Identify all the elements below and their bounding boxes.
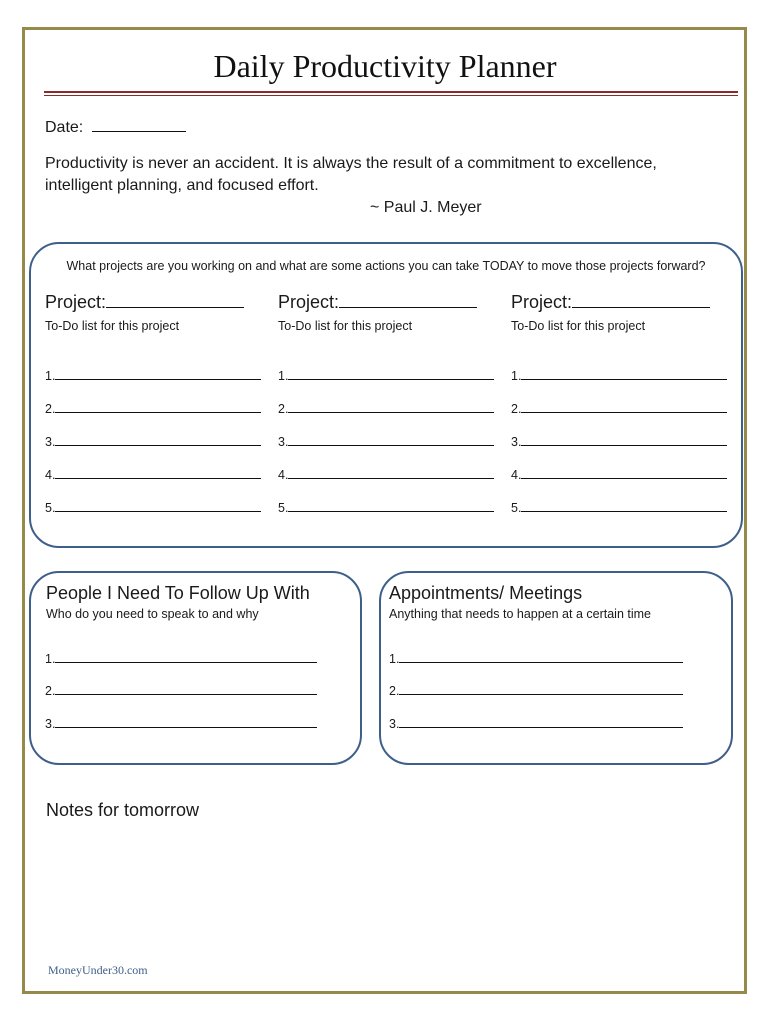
project-subheading: To-Do list for this project [45,319,180,333]
footer-brand: MoneyUnder30.com [48,963,148,977]
todo-number: 1. [278,369,289,383]
project-heading [45,291,271,313]
todo-item [511,466,737,499]
todo-line[interactable] [288,466,494,479]
todo-item [45,466,271,499]
todo-number: 4. [278,468,289,482]
follow-up-item [45,715,317,731]
todo-item [278,400,504,433]
todo-number: 2. [278,402,289,416]
todo-item [511,499,737,532]
project-heading-label: Project: [278,292,340,312]
todo-number: 3. [45,435,56,449]
todo-number: 2. [511,402,522,416]
project-column-1 [45,291,271,532]
appointment-line[interactable] [399,682,683,695]
appointment-number: 2. [389,684,400,698]
appointment-number: 3. [389,717,400,731]
project-column-2 [278,291,504,532]
todo-item [278,499,504,532]
date-field [45,117,186,137]
todo-line[interactable] [521,499,727,512]
date-label: Date: [45,119,84,136]
follow-up-line[interactable] [55,682,317,695]
todo-line[interactable] [521,433,727,446]
todo-item [278,433,504,466]
todo-line[interactable] [521,466,727,479]
notes-heading: Notes for tomorrow [46,800,200,820]
todo-line[interactable] [288,367,494,380]
follow-up-number: 1. [45,652,56,666]
todo-line[interactable] [288,400,494,413]
appointment-line[interactable] [399,650,683,663]
todo-number: 3. [511,435,522,449]
appointment-number: 1. [389,652,400,666]
appointments-subheading: Anything that needs to happen at a certain time [389,607,651,621]
follow-up-item [45,650,317,666]
todo-number: 5. [511,501,522,515]
todo-list [278,367,504,532]
todo-item [45,499,271,532]
todo-line[interactable] [55,499,261,512]
todo-number: 2. [45,402,56,416]
appointments-heading: Appointments/ Meetings [389,583,583,603]
todo-item [278,466,504,499]
date-blank-line[interactable] [92,117,186,132]
quote-author: ~ Paul J. Meyer [370,199,482,216]
todo-item [45,433,271,466]
todo-line[interactable] [288,499,494,512]
todo-item [511,367,737,400]
appointment-line[interactable] [399,715,683,728]
todo-number: 1. [511,369,522,383]
todo-number: 1. [45,369,56,383]
title-rule [44,91,738,93]
follow-up-heading: People I Need To Follow Up With [46,583,310,603]
todo-line[interactable] [55,400,261,413]
todo-line[interactable] [55,466,261,479]
project-heading [511,291,737,313]
project-subheading: To-Do list for this project [511,319,646,333]
title-rule-thin [44,95,738,96]
todo-item [45,400,271,433]
todo-number: 4. [511,468,522,482]
quote-text: Productivity is never an accident. It is always the result of a commitment to excellence, intelligent planning, and focused effort. [45,155,657,194]
todo-item [45,367,271,400]
projects-prompt: What projects are you working on and what are some actions you can take TODAY to move those projects forward? [66,259,706,273]
todo-line[interactable] [55,433,261,446]
follow-up-line[interactable] [55,715,317,728]
follow-up-number: 3. [45,717,56,731]
follow-up-item [45,682,317,698]
appointment-item [389,650,683,666]
project-heading-label: Project: [511,292,573,312]
follow-up-line[interactable] [55,650,317,663]
follow-up-number: 2. [45,684,56,698]
todo-number: 5. [278,501,289,515]
todo-item [511,433,737,466]
todo-line[interactable] [521,400,727,413]
project-name-line[interactable] [106,291,244,308]
todo-number: 4. [45,468,56,482]
page-title: Daily Productivity Planner [213,48,557,84]
todo-list [45,367,271,532]
project-name-line[interactable] [339,291,477,308]
project-heading-label: Project: [45,292,107,312]
todo-line[interactable] [288,433,494,446]
project-heading [278,291,504,313]
todo-list [511,367,737,532]
appointment-item [389,682,683,698]
todo-number: 5. [45,501,56,515]
project-subheading: To-Do list for this project [278,319,413,333]
todo-item [278,367,504,400]
project-name-line[interactable] [572,291,710,308]
todo-item [511,400,737,433]
todo-line[interactable] [55,367,261,380]
appointment-item [389,715,683,731]
follow-up-subheading: Who do you need to speak to and why [46,607,259,621]
todo-line[interactable] [521,367,727,380]
project-column-3 [511,291,737,532]
todo-number: 3. [278,435,289,449]
